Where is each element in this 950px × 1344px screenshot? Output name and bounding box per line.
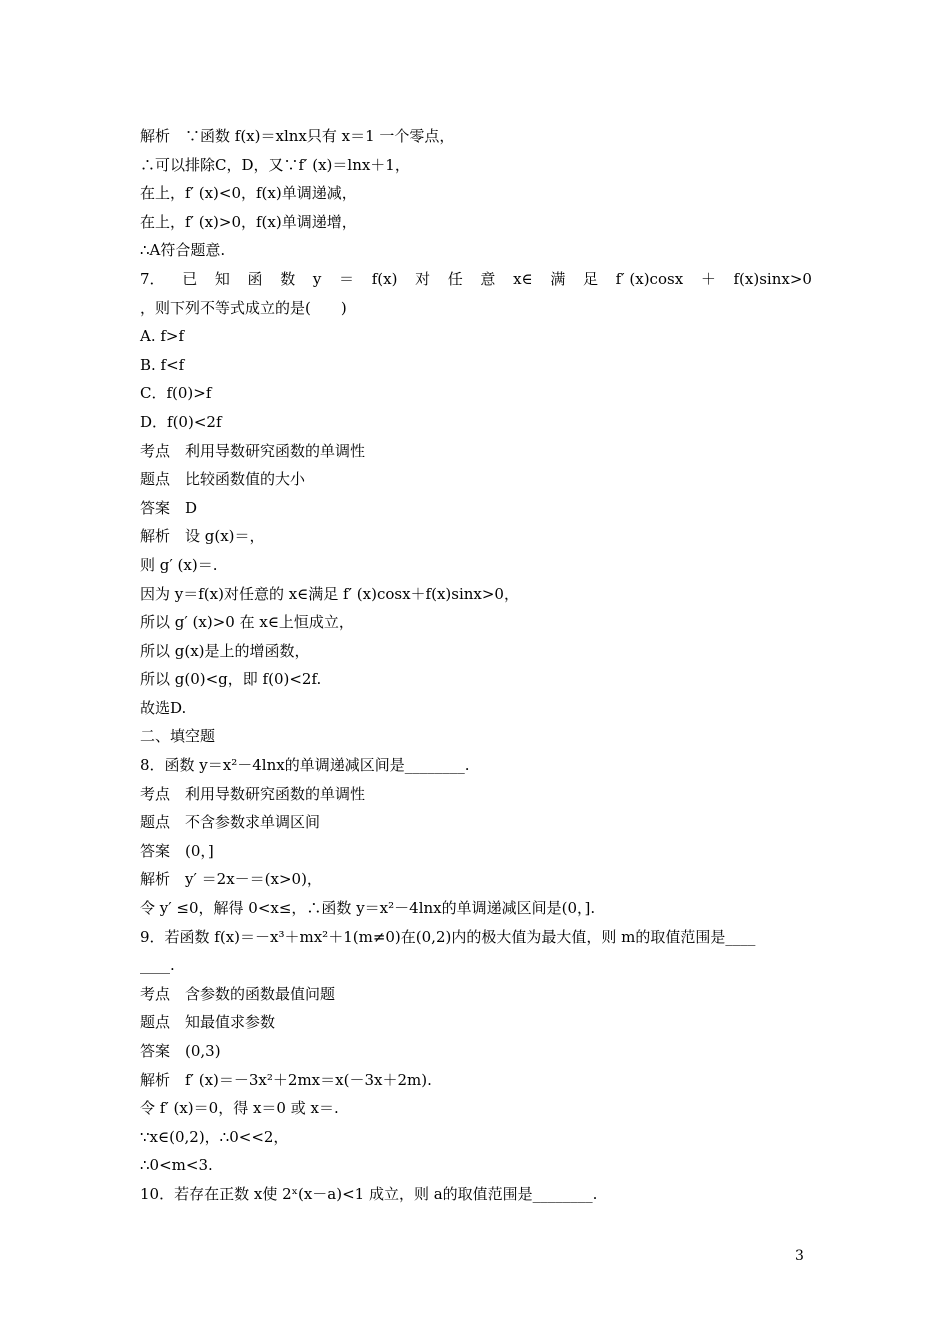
text-line: 10．若存在正数 x使 2ˣ(x－a)<1 成立，则 a的取值范围是________.	[140, 1184, 598, 1203]
text-line: 所以 g(0)<g，即 f(0)<2f.	[140, 670, 322, 689]
text-line: 解析 设 g(x)＝，	[140, 527, 265, 546]
q7-token: x∈	[513, 269, 533, 288]
section-heading: 二、填空题	[140, 727, 216, 746]
q7-token: 7．	[140, 269, 165, 288]
text-line: 令 y′ ≤0，解得 0<x≤，∴函数 y＝x²－4lnx的单调递减区间是(0，].	[140, 899, 596, 918]
option-a: A. f>f	[140, 327, 185, 346]
text-line: ∴可以排除C，D，又∵f′ (x)＝lnx＋1，	[140, 155, 410, 174]
page-number: 3	[795, 1248, 804, 1264]
q7-token: 已	[182, 269, 198, 288]
text-line: 解析 f′ (x)＝－3x²＋2mx＝x(－3x＋2m).	[140, 1070, 432, 1089]
text-line: ∴A符合题意.	[140, 241, 226, 260]
text-line: ∴0<m<3.	[140, 1156, 213, 1175]
q7-token: 任	[447, 269, 463, 288]
text-line: 8．函数 y＝x²－4lnx的单调递减区间是________.	[140, 756, 470, 775]
q7-token: 知	[214, 269, 230, 288]
q7-token: 数	[280, 269, 296, 288]
option-c: C．f(0)>f	[140, 384, 212, 403]
option-b: B. f<f	[140, 355, 185, 374]
q7-token: ＝	[339, 269, 355, 288]
text-line: 在上，f′ (x)>0，f(x)单调递增，	[140, 212, 357, 231]
text-line: 因为 y＝f(x)对任意的 x∈满足 f′ (x)cosx＋f(x)sinx>0，	[140, 584, 519, 603]
text-line: 令 f′ (x)＝0，得 x＝0 或 x＝.	[140, 1099, 339, 1118]
text-line: 9．若函数 f(x)＝－x³＋mx²＋1(m≠0)在(0,2)内的极大值为最大值，则 m的取值范围是____	[140, 927, 756, 946]
text-line: 所以 g′ (x)>0 在 x∈上恒成立，	[140, 613, 354, 632]
text-line: 解析 ∵函数 f(x)＝xlnx只有 x＝1 一个零点，	[140, 127, 455, 145]
text-line: ，则下列不等式成立的是( )	[140, 298, 347, 317]
text-line: 题点 比较函数值的大小	[140, 470, 306, 489]
text-line: ∵x∈(0,2)，∴0<<2，	[140, 1127, 289, 1146]
text-line: 答案 (0，]	[140, 841, 214, 860]
text-line: 考点 利用导数研究函数的单调性	[140, 441, 366, 460]
q7-token: f′ (x)cosx	[615, 269, 684, 288]
text-line: 题点 不含参数求单调区间	[140, 813, 321, 832]
text-line: ____.	[140, 956, 175, 975]
q7-token: 函	[247, 269, 263, 288]
q7-token: ＋	[700, 269, 716, 288]
text-line: 考点 含参数的函数最值问题	[140, 984, 336, 1003]
option-d: D．f(0)<2f	[140, 412, 222, 431]
q7-token: y	[312, 269, 322, 288]
question-7-stem	[140, 265, 812, 294]
text-line: 解析 y′ ＝2x－＝(x>0)，	[140, 870, 322, 889]
document-body	[140, 122, 812, 1209]
q7-token: f(x)sinx>0	[733, 269, 812, 288]
text-line: 答案 D	[140, 498, 198, 517]
text-line: 题点 知最值求参数	[140, 1013, 276, 1032]
q7-token: 足	[583, 269, 599, 288]
q7-token: 满	[550, 269, 566, 288]
text-line: 在上，f′ (x)<0，f(x)单调递减，	[140, 184, 357, 203]
text-line: 所以 g(x)是上的增函数，	[140, 641, 310, 660]
text-line: 考点 利用导数研究函数的单调性	[140, 784, 366, 803]
q7-token: 对	[415, 269, 431, 288]
q7-token: f(x)	[371, 269, 398, 288]
text-line: 答案 (0,3)	[140, 1042, 221, 1060]
text-line: 故选D.	[140, 698, 187, 717]
text-line: 则 g′ (x)＝.	[140, 555, 218, 574]
q7-token: 意	[480, 269, 496, 288]
